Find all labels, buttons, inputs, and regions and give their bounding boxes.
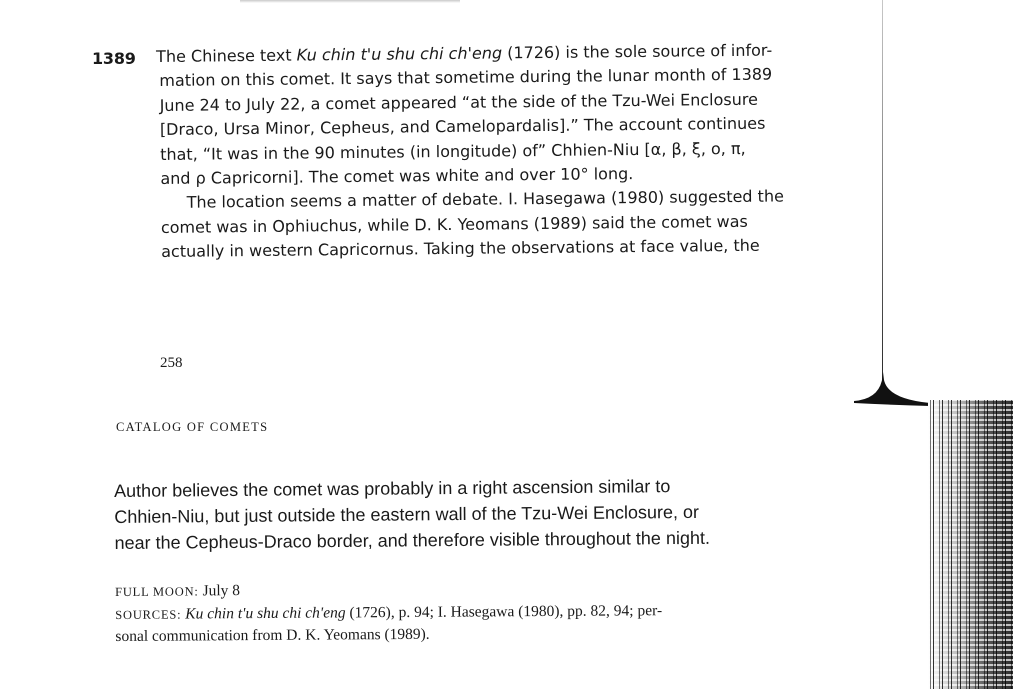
entry-line-2: mation on this comet. It says that sometime during the lunar month of 1389: [159, 64, 773, 91]
page-top-shadow: [240, 0, 460, 3]
conclusion-line-3: near the Cepheus-Draco border, and therefore visible throughout the night.: [114, 527, 711, 553]
book-binding-edge: [928, 400, 1013, 689]
entry-line-7: The location seems a matter of debate. I. Hasegawa (1980) suggested the: [186, 186, 784, 213]
page-number: 258: [160, 355, 183, 371]
entry-line-3: June 24 to July 22, a comet appeared “at the side of the Tzu-Wei Enclosure: [159, 89, 758, 115]
entry-source-title: Ku chin t'u shu chi ch'eng: [296, 43, 503, 65]
entry-line-4: [Draco, Ursa Minor, Cepheus, and Camelopardalis].” The account continues: [159, 113, 766, 140]
conclusion-paragraph: [114, 472, 825, 556]
entry-line-1: The Chinese text Ku chin t'u shu chi ch'eng (1726) is the sole source of infor-: [156, 40, 773, 67]
entry-body: [156, 38, 829, 265]
entry-number: 1389: [92, 49, 136, 68]
sources-rest: (1726), p. 94; I. Hasegawa (1980), pp. 82, 94; per-: [345, 601, 663, 621]
running-head: CATALOG OF COMETS: [116, 420, 269, 434]
entry-line-9: actually in western Capricornus. Taking the observations at face value, the: [161, 235, 760, 262]
entry-line-6: and ρ Capricorni]. The comet was white and over 10° long.: [160, 164, 634, 189]
sources-note-line-2: sonal communication from D. K. Yeomans (1989).: [115, 625, 430, 645]
page-fold-shadow: [852, 372, 930, 412]
entry-line-5: that, “It was in the 90 minutes (in longitude) of” Chhien-Niu [α, β, ξ, o, π,: [160, 138, 746, 164]
sources-label: SOURCES:: [115, 607, 182, 622]
entry-line-8: comet was in Ophiuchus, while D. K. Yeomans (1989) said the comet was: [160, 211, 748, 237]
sources-title: Ku chin t'u shu chi ch'eng: [185, 603, 346, 623]
page-fold-line: [882, 0, 883, 380]
full-moon-label: FULL MOON:: [115, 584, 199, 599]
notes-block: [115, 576, 835, 649]
conclusion-line-2: Chhien-Niu, but just outside the eastern wall of the Tzu-Wei Enclosure, or: [114, 501, 700, 527]
conclusion-line-1: Author believes the comet was probably in a right ascension similar to: [114, 476, 671, 501]
full-moon-value: July 8: [198, 582, 241, 600]
